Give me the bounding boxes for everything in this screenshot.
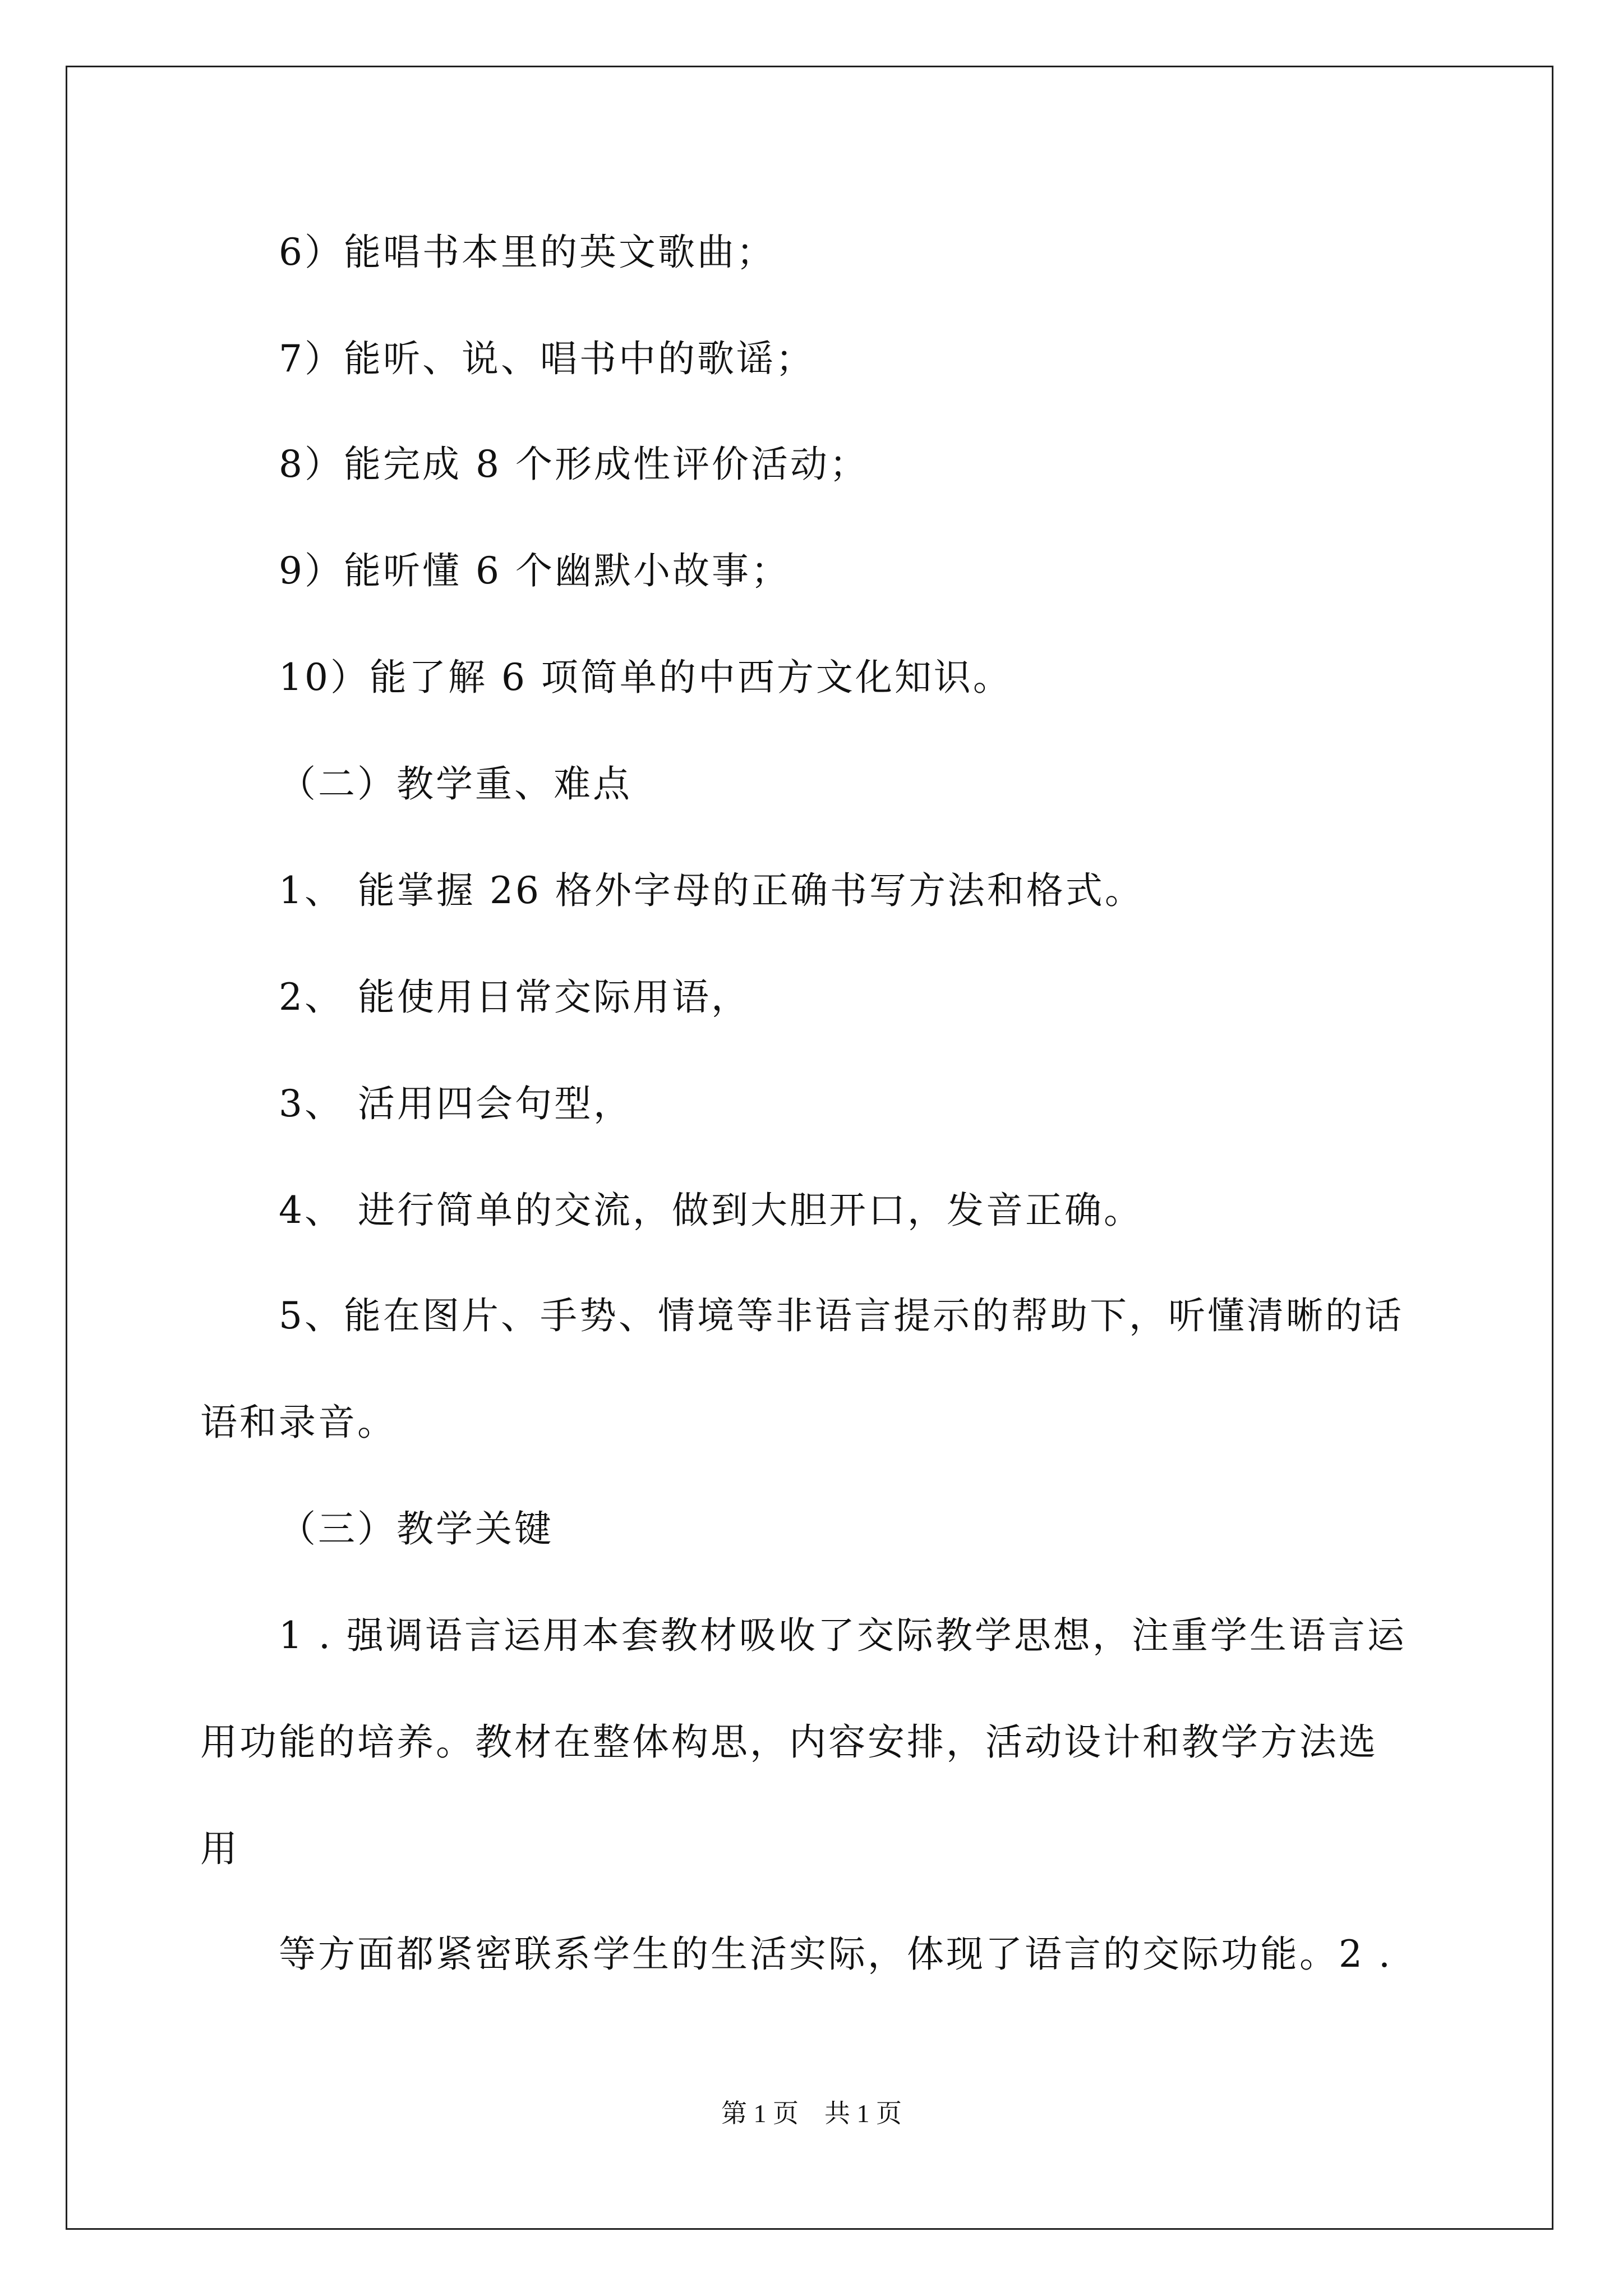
page-footer: 第 1 页 共 1 页 <box>721 2099 902 2128</box>
text-line-8: 3、 活用四会句型， <box>279 1082 633 1125</box>
text-line-12: 1 . 强调语言运用本套教材吸收了交际教学思想，注重学生语言运 <box>279 1614 1407 1657</box>
text-line-9: 4、 进行简单的交流，做到大胆开口，发音正确。 <box>279 1189 1143 1232</box>
text-line-3: 8）能完成 8 个形成性评价活动； <box>279 443 869 486</box>
text-line-2: 7）能听、说、唱书中的歌谣； <box>279 337 815 380</box>
text-line-15: 等方面都紧密联系学生的生活实际，体现了语言的交际功能。2 . <box>279 1932 1393 1976</box>
text-line-4: 9）能听懂 6 个幽默小故事； <box>279 549 790 592</box>
section-heading-2: （二）教学重、难点 <box>279 762 632 806</box>
text-line-7: 2、 能使用日常交际用语， <box>279 976 750 1019</box>
text-line-1: 6）能唱书本里的英文歌曲； <box>279 231 776 274</box>
text-line-6: 1、 能掌握 26 格外字母的正确书写方法和格式。 <box>279 869 1144 912</box>
text-line-14: 用 <box>200 1827 239 1870</box>
text-line-11: 语和录音。 <box>200 1401 396 1444</box>
text-line-5: 10）能了解 6 项简单的中西方文化知识。 <box>279 656 1012 699</box>
page-border <box>66 66 1553 2230</box>
text-line-10: 5、能在图片、手势、情境等非语言提示的帮助下，听懂清晰的话 <box>279 1294 1404 1337</box>
text-line-13: 用功能的培养。教材在整体构思，内容安排，活动设计和教学方法选 <box>200 1720 1378 1764</box>
section-heading-3: （三）教学关键 <box>279 1507 554 1550</box>
